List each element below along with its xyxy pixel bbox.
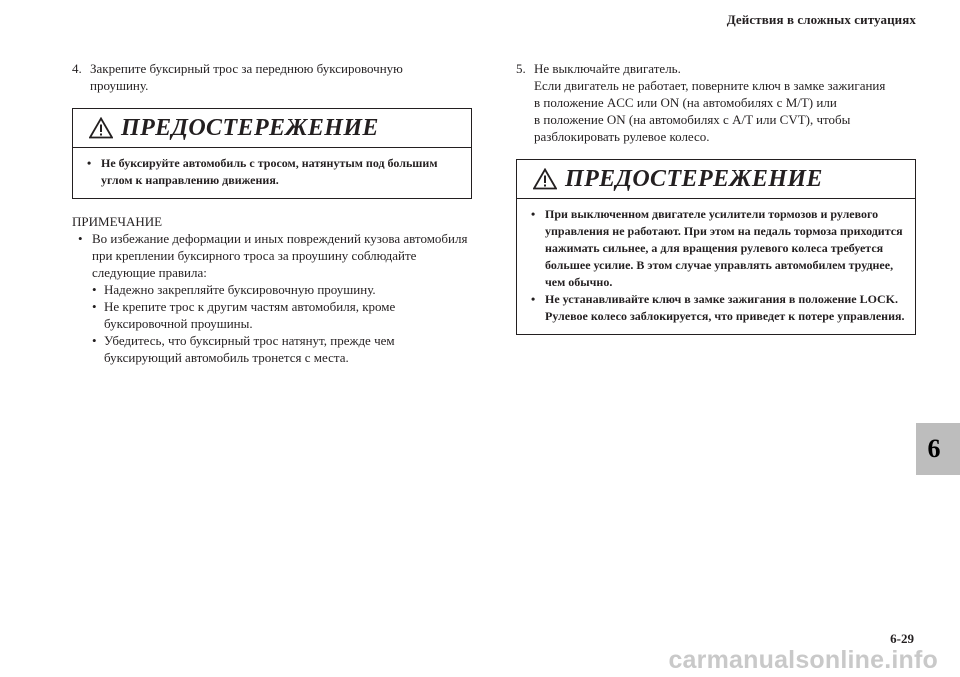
warning-body <box>517 199 915 334</box>
step-5 <box>516 60 916 145</box>
warning-item <box>531 291 907 325</box>
right-column <box>516 60 916 335</box>
warning-item-text: Не устанавливайте ключ в замке зажигания в положение LOCK. Рулевое колесо заблокируется, что приведет к потере управления. <box>545 292 905 323</box>
note-item <box>78 230 472 366</box>
note-sub-item <box>92 281 472 298</box>
warning-item-text: При выключенном двигателе усилители тормозов и рулевого управления не работают. При этом на педаль тормоза приходится нажимать сильнее, а для вращения рулевого колеса требуется большее усилие. В этом случае управлять автомобилем труднее, чем обычно. <box>545 207 903 289</box>
section-header: Действия в сложных ситуациях <box>726 12 916 27</box>
warning-triangle-icon <box>89 117 113 139</box>
bullet: • <box>531 207 536 221</box>
note-title: ПРИМЕЧАНИЕ <box>72 214 163 229</box>
step-number: 5. <box>516 61 526 76</box>
bullet: • <box>531 292 536 306</box>
note-sub-item <box>92 332 472 366</box>
note-sub-item-text: Не крепите трос к другим частям автомобиля, кроме буксировочной проушины. <box>104 299 396 331</box>
left-column <box>72 60 472 366</box>
step-text: Не выключайте двигатель. Если двигатель не работает, поверните ключ в замке зажигания в положение ACC или ON (на автомобилях с M/T) или в положение ON (на автомобилях с A/T или CVT), чтобы разблокировать рулевое колесо. <box>534 61 886 144</box>
bullet: • <box>92 299 97 314</box>
warning-item <box>87 155 463 189</box>
note-sub-items <box>92 281 472 366</box>
note-item-text: Во избежание деформации и иных повреждений кузова автомобиля при креплении буксирного троса за проушину соблюдайте следующие правила: <box>92 231 468 280</box>
note-sub-item-text: Надежно закрепляйте буксировочную проушину. <box>104 282 376 297</box>
step-number: 4. <box>72 61 82 76</box>
warning-box <box>72 108 472 199</box>
watermark: carmanualsonline.info <box>668 646 938 674</box>
note-sub-item <box>92 298 472 332</box>
warning-header <box>517 160 915 199</box>
warning-item-text: Не буксируйте автомобиль с тросом, натянутым под большим углом к направлению движения. <box>101 156 438 187</box>
step-text: Закрепите буксирный трос за переднюю буксировочную проушину. <box>90 61 403 93</box>
note-section <box>72 213 472 366</box>
warning-box <box>516 159 916 335</box>
bullet: • <box>92 333 97 348</box>
warning-item <box>531 206 907 291</box>
warning-triangle-icon <box>533 168 557 190</box>
chapter-tab: 6 <box>916 423 960 475</box>
bullet: • <box>87 156 92 170</box>
bullet: • <box>78 231 83 246</box>
page-number: 6-29 <box>890 631 914 646</box>
bullet: • <box>92 282 97 297</box>
warning-title: ПРЕДОСТЕРЕЖЕНИЕ <box>121 114 379 141</box>
warning-header <box>73 109 471 148</box>
warning-body <box>73 148 471 198</box>
warning-title: ПРЕДОСТЕРЕЖЕНИЕ <box>565 165 823 192</box>
step-4 <box>72 60 472 94</box>
note-sub-item-text: Убедитесь, что буксирный трос натянут, прежде чем буксирующий автомобиль тронется с места. <box>104 333 395 365</box>
